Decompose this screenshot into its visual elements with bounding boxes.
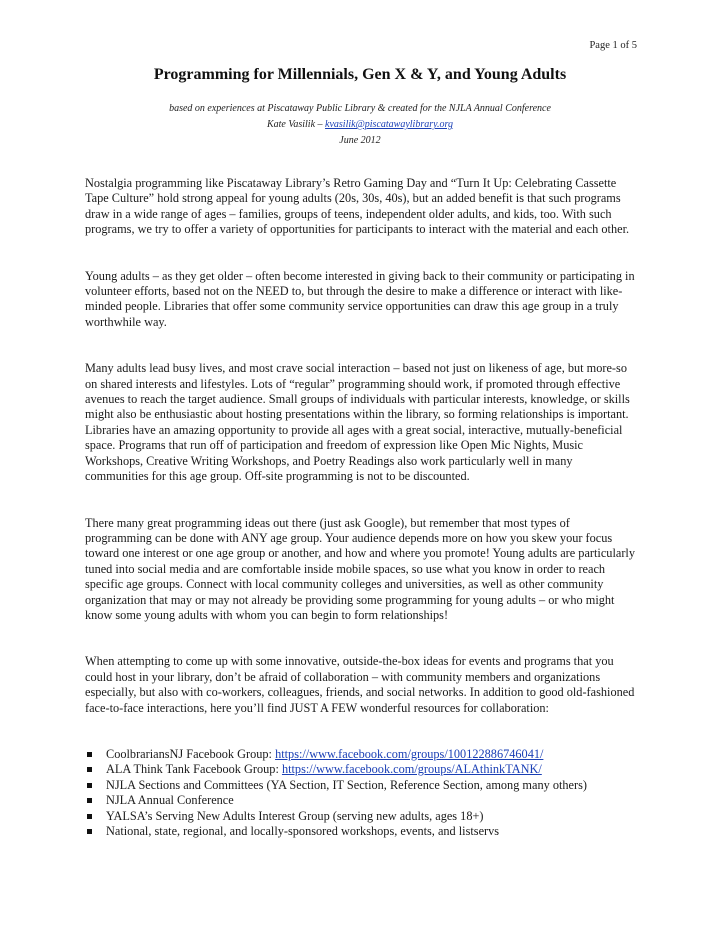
list-item-text: ALA Think Tank Facebook Group: [106,762,282,777]
resource-list [85,747,637,839]
author-name: Kate Vasilik – [266,119,326,130]
square-bullet-icon [87,829,92,834]
list-item [85,793,637,808]
paragraph-collaboration: When attempting to come up with some innovative, outside-the-box ideas for events and programs that you could host in your library, don’t be afraid of collaboration – with community members and organizations especially, but also with co-workers, colleagues, friends, and social networks. In addition to good old-fashioned face-to-face interactions, here you’ll find JUST A FEW wonderful resources for collaboration: [85,654,635,715]
list-item [85,778,637,793]
square-bullet-icon [87,783,92,788]
paragraph-nostalgia: Nostalgia programming like Piscataway Library’s Retro Gaming Day and “Turn It Up: Celebrating Cassette Tape Culture” hold strong appeal for young adults (20s, 30s, 40s), but an added benefit is that such programs draw in a wide range of ages – families, groups of teens, independent older adults, and kids, too. With such programs, we try to offer a variety of opportunities for participants to interact with the material and each other. [85,176,630,237]
list-item [85,762,637,777]
paragraph-busy-lives: Many adults lead busy lives, and most crave social interaction – based not just on likeness of age, but more-so on shared interests and lifestyles. Lots of “regular” programming should work, if promoted through effective avenues to reach the target audience. Small groups of individuals with particular interests, knowledge, or skills might also be enthusiastic about hosting presentations within the library, so forming relationships is important. Libraries have an amazing opportunity to provide all ages with a great social, interactive, mutually-beneficial space. Programs that run off of participation and freedom of expression like Open Mic Nights, Music Workshops, Creative Writing Workshops, and Poetry Readings also work particularly well in many communities for this age group. Off-site programming is not to be discounted. [85,361,630,484]
list-item [85,747,637,762]
list-item-text: CoolbrariansNJ Facebook Group: [106,746,276,761]
paragraph-young-adults: Young adults – as they get older – often become interested in giving back to their community or participating in volunteer efforts, based not on the NEED to, but through the desire to make a difference or interact with like-minded people. Libraries that offer some community service opportunities can draw this age group in a truly worthwhile way. [85,268,635,329]
author-email-link[interactable]: kvasilik@piscatawaylibrary.org [325,119,454,130]
list-item-link[interactable]: https://www.facebook.com/groups/100122886746041/ [275,746,544,761]
square-bullet-icon [87,798,92,803]
list-item-text: National, state, regional, and locally-sponsored workshops, events, and listservs [106,824,500,838]
square-bullet-icon [87,814,92,819]
paragraph-programming-ideas: There many great programming ideas out there (just ask Google), but remember that most types of programming can be done with ANY age group. Your audience depends more on how you skew your focus toward one interest or one age group or another, and how and where you promote! Young adults are particularly tuned into social media and are comfortable inside mobile spaces, so use what you know in order to reach specific age groups. Connect with local community colleges and universities, as well as other community organization that may or may not already be providing some programming for young adults – or who might know some young adults with whom you can begin to form relationships! [85,515,635,622]
document-body [85,176,637,839]
list-item-text: YALSA’s Serving New Adults Interest Group (serving new adults, ages 18+) [106,808,484,823]
square-bullet-icon [87,767,92,772]
list-item [85,824,637,839]
document-subtitle: based on experiences at Piscataway Public Library & created for the NJLA Annual Conference [169,103,551,114]
document-title: Programming for Millennials, Gen X & Y, and Young Adults [153,66,567,83]
list-item-text: NJLA Sections and Committees (YA Section, IT Section, Reference Section, among many others) [106,777,587,792]
list-item [85,809,637,824]
list-item-text: NJLA Annual Conference [106,793,234,808]
author-line [0,119,720,130]
list-item-link[interactable]: https://www.facebook.com/groups/ALAthinkTANK/ [281,762,542,777]
document-date: June 2012 [339,135,381,146]
square-bullet-icon [87,752,92,757]
page-number: Page 1 of 5 [589,40,637,51]
